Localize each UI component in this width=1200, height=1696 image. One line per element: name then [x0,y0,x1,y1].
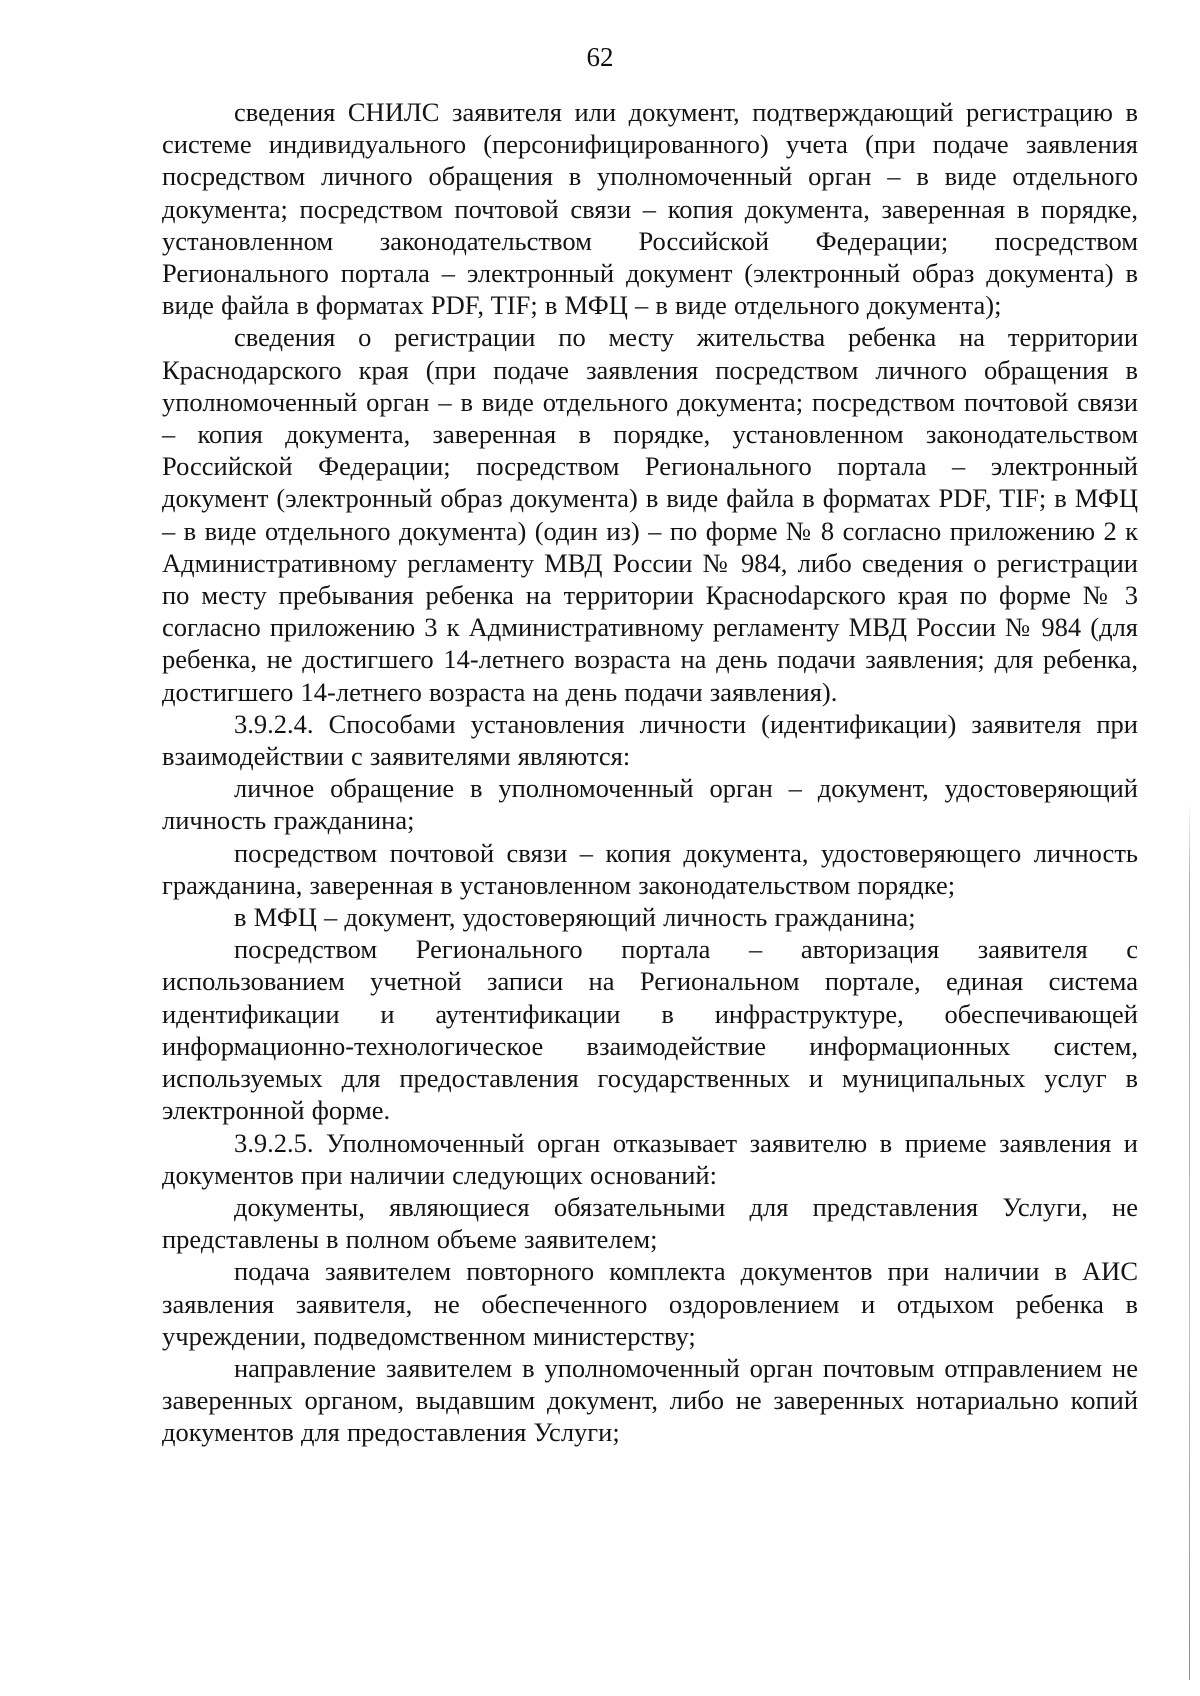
paragraph-3-9-2-4: 3.9.2.4. Способами установления личности (идентификации) заявителя при взаимодействии с заявителями являются: [162,708,1138,772]
scan-edge-line [1189,800,1190,1680]
paragraph-registration-info: сведения о регистрации по месту жительства ребенка на территории Краснодарского края (при подаче заявления посредством личного обращения в уполномоченный орган – в виде отдельного документа; посредством почтовой связи – копия документа, заверенная в порядке, установленном законодательством Российской Федерации; посредством Регионального портала – электронный документ (электронный образ документа) в виде файла в форматах PDF, TIF; в МФЦ – в виде отдельного документа) (один из) – по форме № 8 согласно приложению 2 к Административному регламенту МВД России № 984, либо сведения о регистрации по месту пребывания ребенка на территории Красноdарского края по форме № 3 согласно приложению 3 к Административному регламенту МВД России № 984 (для ребенка, не достигшего 14-летнего возраста на день подачи заявления; для ребенка, достигшего 14-летнего возраста на день подачи заявления). [162,322,1138,707]
paragraph-repeat-submission: подача заявителем повторного комплекта документов при наличии в АИС заявления заявителя, не обеспеченного оздоровлением и отдыхом ребенка в учреждении, подведомственном министерству; [162,1256,1138,1351]
document-body [162,96,1138,1449]
paragraph-regional-portal: посредством Регионального портала – авторизация заявителя с использованием учетной записи на Региональном портале, единая система идентификации и аутентификации в инфраструктуре, обеспечивающей информационно-технологическое взаимодействие информационных систем, используемых для предоставления государственных и муниципальных услуг в электронной форме. [162,934,1138,1126]
page-number: 62 [586,42,614,72]
paragraph-postal: посредством почтовой связи – копия документа, удостоверяющего личность гражданина, заверенная в установленном законодательством порядке; [162,837,1138,900]
paragraph-personal-appeal: личное обращение в уполномоченный орган – документ, удостоверяющий личность гражданина; [162,773,1138,836]
paragraph-incomplete-docs: документы, являющиеся обязательными для представления Услуги, не представлены в полном объеме заявителем; [162,1191,1138,1255]
paragraph-uncertified-copies: направление заявителем в уполномоченный орган почтовым отправлением не заверенных органом, выдавшим документ, либо не заверенных нотариально копий документов для предоставления Услуги; [162,1352,1138,1448]
paragraph-snils: сведения СНИЛС заявителя или документ, подтверждающий регистрацию в системе индивидуального (персонифицированного) учета (при подаче заявления посредством личного обращения в уполномоченный орган – в виде отдельного документа; посредством почтовой связи – копия документа, заверенная в порядке, установленном законодательством Российской Федерации; посредством Регионального портала – электронный документ (электронный образ документа) в виде файла в форматах PDF, TIF; в МФЦ – в виде отдельного документа); [162,97,1138,321]
paragraph-mfc: в МФЦ – документ, удостоверяющий личность гражданина; [234,902,916,933]
paragraph-3-9-2-5: 3.9.2.5. Уполномоченный орган отказывает заявителю в приеме заявления и документов при наличии следующих оснований: [162,1127,1138,1190]
